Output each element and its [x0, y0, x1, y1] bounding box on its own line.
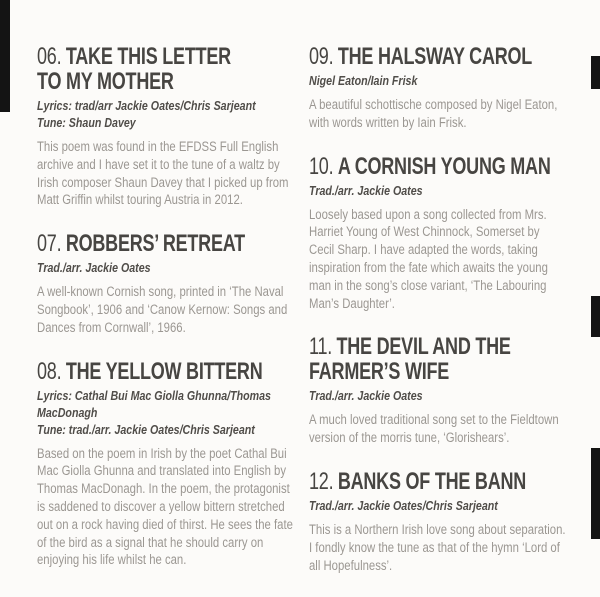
track-description: A much loved traditional song set to the Fieldtown version of the morris tune, ‘Glorishears’.	[309, 412, 559, 446]
credit-line: Trad./arr. Jackie Oates	[309, 388, 423, 404]
track-credits	[309, 387, 567, 404]
track-title	[309, 334, 566, 384]
credit-line: Lyrics: Cathal Bui Mac Giolla Ghunna/Thomas MacDonagh	[37, 387, 271, 420]
track-title-line-1: TAKE THIS LETTER	[65, 43, 231, 70]
track-credits	[37, 387, 295, 438]
track-title	[309, 44, 566, 69]
track-07	[37, 231, 295, 336]
credit-line: Tune: trad./arr. Jackie Oates/Chris Sarjeant	[37, 421, 255, 437]
track-number: 06.	[37, 43, 62, 70]
left-column	[37, 44, 295, 596]
track-title	[309, 469, 566, 494]
track-credits	[37, 97, 295, 131]
credit-line: Nigel Eaton/Iain Frisk	[309, 73, 418, 88]
credit-line: Trad./arr. Jackie Oates/Chris Sarjeant	[309, 497, 498, 513]
track-description: A well-known Cornish song, printed in ‘The Naval Songbook’, 1906 and ‘Canow Kernow: Songs and Dances from Cornwall’, 1966.	[37, 284, 288, 335]
track-number: 12.	[309, 467, 334, 495]
track-11	[309, 334, 567, 447]
right-edge-scan-mark-top	[591, 56, 600, 89]
track-title-line-1: THE HALSWAY CAROL	[337, 43, 533, 70]
track-10	[309, 154, 567, 313]
track-09	[309, 44, 567, 132]
track-description: Based on the poem in Irish by the poet Cathal Bui Mac Giolla Ghunna and translated into English by Thomas MacDonagh. In the poem, the protagonist is saddened to discover a yellow bittern stretched out on a rock having died of thirst. He sees the fate of the bird as a signal that he should carry on enjoying his life whilst he can.	[37, 445, 293, 568]
track-title	[309, 154, 566, 179]
track-title	[37, 359, 294, 384]
track-credits	[309, 182, 567, 199]
right-edge-scan-mark-bottom	[591, 448, 600, 539]
track-description: This poem was found in the EFDSS Full English archive and I have set it to the tune of a waltz by Irish composer Shaun Davey that I picked up from Matt Griffin whilst touring Austria in 2012.	[37, 139, 289, 208]
track-title-line-1: A CORNISH YOUNG MAN	[337, 152, 551, 180]
credit-line: Trad./arr. Jackie Oates	[309, 182, 423, 198]
right-column	[309, 44, 567, 596]
track-number: 11.	[309, 333, 333, 361]
track-06	[37, 44, 295, 209]
track-title	[37, 44, 294, 94]
credit-line: Tune: Shaun Davey	[37, 115, 136, 130]
track-number: 07.	[37, 230, 62, 258]
track-credits	[309, 72, 567, 89]
left-edge-scan-mark	[0, 0, 10, 112]
track-description: Loosely based upon a song collected from Mrs. Harriet Young of West Chinnock, Somerset by Cecil Sharp. I have adapted the words, taking inspiration from the fate which awaits the young man in the song’s close variant, ‘The Labouring Man’s Daughter’.	[309, 206, 548, 311]
track-credits	[309, 497, 567, 514]
track-title-line-2: FARMER’S WIFE	[309, 358, 450, 386]
track-number: 08.	[37, 357, 62, 385]
track-title-line-2: TO MY MOTHER	[37, 68, 174, 95]
right-edge-scan-mark-middle	[591, 296, 600, 337]
track-12	[309, 469, 567, 574]
track-description: This is a Northern Irish love song about separation. I fondly know the tune as that of the hymn ‘Lord of all Hopefulness’.	[309, 521, 566, 573]
track-number: 09.	[309, 43, 334, 70]
track-columns	[37, 44, 567, 596]
track-title-line-1: ROBBERS’ RETREAT	[65, 230, 245, 258]
credit-line: Trad./arr. Jackie Oates	[37, 260, 151, 276]
track-number: 10.	[309, 152, 334, 180]
track-title-line-1: BANKS OF THE BANN	[337, 467, 527, 495]
track-08	[37, 359, 295, 570]
track-title	[37, 231, 294, 256]
track-title-line-1: THE YELLOW BITTERN	[65, 357, 263, 385]
credit-line: Lyrics: trad/arr Jackie Oates/Chris Sarjeant	[37, 98, 256, 113]
track-description: A beautiful schottische composed by Nigel Eaton, with words written by Iain Frisk.	[309, 97, 558, 130]
track-credits	[37, 259, 295, 276]
track-title-line-1: THE DEVIL AND THE	[336, 333, 511, 361]
